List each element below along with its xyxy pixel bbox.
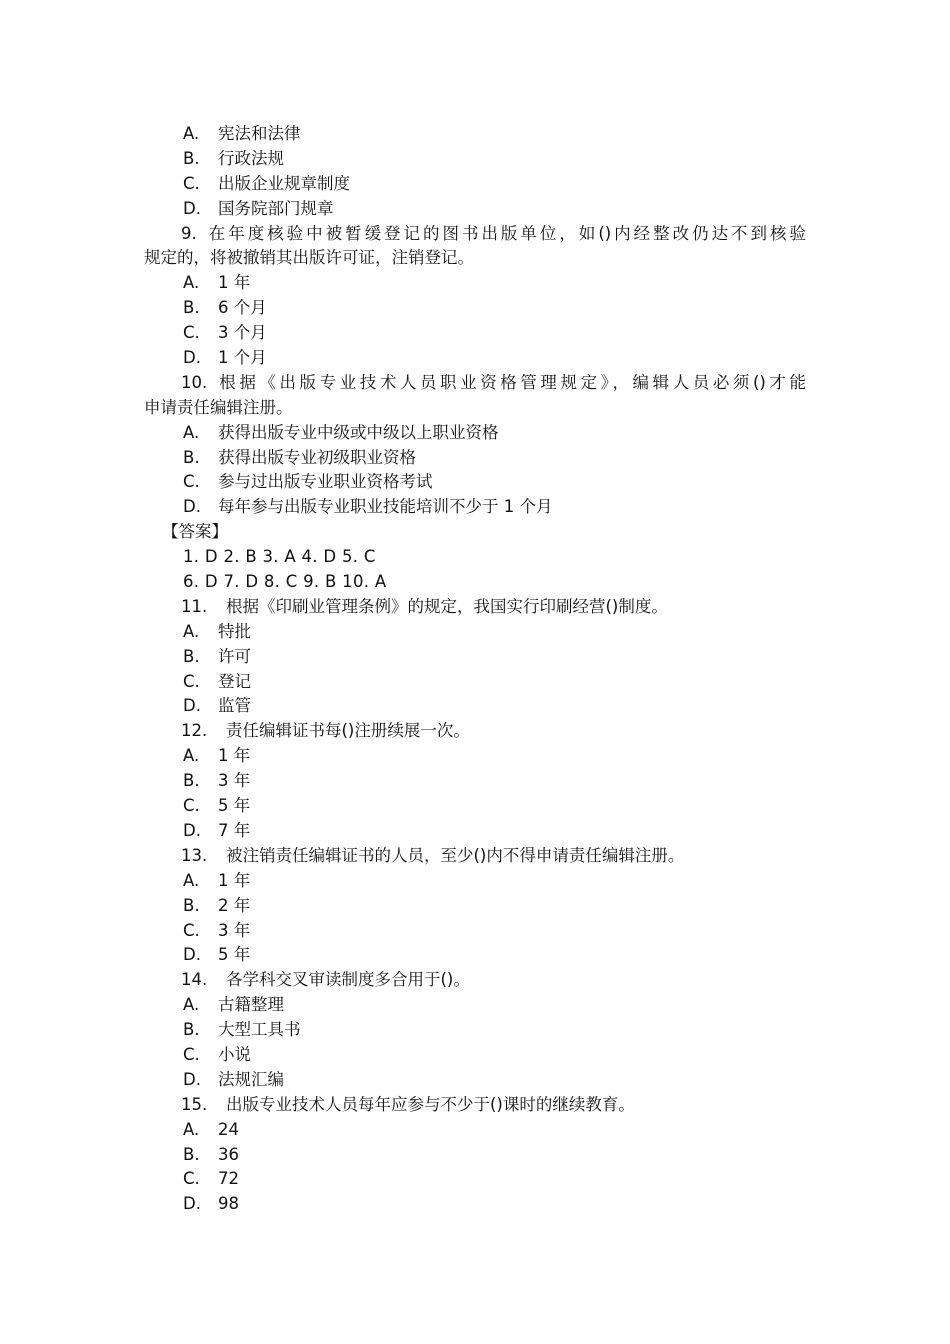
option-text: 许可 [218, 646, 251, 666]
option-item [0, 1143, 950, 1168]
option-item [0, 670, 950, 695]
option-text: 72 [218, 1169, 239, 1189]
question-continuation-text: 规定的，将被撤销其出版许可证，注销登记。 [144, 248, 474, 268]
option-item [0, 197, 950, 222]
question-text: 在年度核验中被暂缓登记的图书出版单位，如()内经整改仍达不到核验 [208, 223, 806, 243]
option-letter: C. [183, 173, 200, 193]
question-text: 根据《印刷业管理条例》的规定，我国实行印刷经营()制度。 [226, 596, 668, 616]
option-item [0, 744, 950, 769]
option-text: 登记 [218, 671, 251, 691]
option-letter: B. [183, 646, 200, 666]
question-text: 各学科交叉审读制度多合用于()。 [226, 970, 470, 990]
option-text: 1 年 [218, 746, 251, 766]
option-letter: A. [183, 621, 200, 641]
option-letter: B. [183, 1020, 200, 1040]
question-text: 被注销责任编辑证书的人员，至少()内不得申请责任编辑注册。 [226, 845, 685, 865]
option-item [0, 769, 950, 794]
option-letter: C. [183, 671, 200, 691]
option-item [0, 296, 950, 321]
option-item [0, 421, 950, 446]
option-text: 行政法规 [218, 148, 284, 168]
option-item [0, 470, 950, 495]
option-item [0, 620, 950, 645]
option-item [0, 993, 950, 1018]
question-number: 14. [181, 970, 208, 990]
option-item [0, 943, 950, 968]
option-text: 1 年 [218, 870, 251, 890]
option-item [0, 869, 950, 894]
option-text: 3 年 [218, 771, 251, 791]
option-text: 参与过出版专业职业资格考试 [218, 472, 433, 492]
option-text: 获得出版专业中级或中级以上职业资格 [218, 422, 499, 442]
question-list [0, 122, 950, 1217]
option-text: 5 年 [218, 796, 251, 816]
option-text: 国务院部门规章 [218, 198, 334, 218]
option-text: 宪法和法律 [218, 124, 301, 143]
option-letter: C. [183, 1044, 200, 1064]
option-item [0, 694, 950, 719]
answers-heading [0, 520, 950, 545]
option-item [0, 894, 950, 919]
option-text: 3 个月 [218, 323, 267, 343]
option-item [0, 271, 950, 296]
option-item [0, 147, 950, 172]
option-letter: C. [183, 472, 200, 492]
question-continuation [0, 246, 950, 271]
question-continuation [0, 396, 950, 421]
question-item [0, 222, 950, 247]
option-item [0, 346, 950, 371]
option-item [0, 495, 950, 520]
answer-key-line [0, 570, 950, 595]
option-text: 7 年 [218, 820, 251, 840]
question-number: 12. [181, 721, 208, 741]
option-text: 2 年 [218, 895, 251, 915]
option-letter: A. [183, 995, 200, 1015]
option-item [0, 1118, 950, 1143]
option-letter: A. [183, 124, 200, 143]
question-number: 13. [181, 845, 208, 865]
answer-key-text: 1. D 2. B 3. A 4. D 5. C [183, 547, 376, 567]
option-letter: A. [183, 746, 200, 766]
question-text: 根据《出版专业技术人员职业资格管理规定》，编辑人员必须()才能 [219, 372, 806, 392]
option-text: 法规汇编 [218, 1069, 284, 1089]
answers-heading-text: 【答案】 [162, 522, 228, 542]
option-letter: B. [183, 895, 200, 915]
option-letter: C. [183, 796, 200, 816]
question-first-line [181, 371, 806, 396]
option-letter: A. [183, 870, 200, 890]
option-text: 5 年 [218, 945, 251, 965]
option-item [0, 1167, 950, 1192]
option-item [0, 321, 950, 346]
option-letter: B. [183, 447, 200, 467]
option-text: 24 [218, 1119, 239, 1139]
question-item [0, 371, 950, 396]
option-letter: C. [183, 920, 200, 940]
answer-key-text: 6. D 7. D 8. C 9. B 10. A [183, 572, 387, 592]
option-letter: D. [183, 1194, 201, 1214]
question-text: 责任编辑证书每()注册续展一次。 [226, 721, 470, 741]
question-item [0, 844, 950, 869]
question-text: 出版专业技术人员每年应参与不少于()课时的继续教育。 [226, 1094, 635, 1114]
option-text: 获得出版专业初级职业资格 [218, 447, 416, 467]
option-letter: D. [183, 1069, 201, 1089]
option-text: 36 [218, 1144, 239, 1164]
option-letter: C. [183, 1169, 200, 1189]
option-letter: B. [183, 298, 200, 318]
question-number: 11. [181, 596, 208, 616]
option-letter: A. [183, 422, 200, 442]
option-item [0, 1018, 950, 1043]
question-continuation-text: 申请责任编辑注册。 [144, 397, 293, 417]
option-item [0, 919, 950, 944]
option-letter: D. [183, 497, 201, 517]
option-item [0, 172, 950, 197]
question-item [0, 1093, 950, 1118]
option-letter: D. [183, 820, 201, 840]
option-item [0, 122, 950, 147]
option-item [0, 446, 950, 471]
question-number: 9. [181, 223, 197, 243]
option-text: 3 年 [218, 920, 251, 940]
option-item [0, 1068, 950, 1093]
option-letter: B. [183, 148, 200, 168]
question-first-line [181, 222, 806, 247]
option-letter: A. [183, 1119, 200, 1139]
option-letter: D. [183, 945, 201, 965]
question-number: 15. [181, 1094, 208, 1114]
option-text: 古籍整理 [218, 995, 284, 1015]
question-item [0, 719, 950, 744]
question-number: 10. [181, 372, 208, 392]
question-item [0, 968, 950, 993]
option-letter: D. [183, 348, 201, 368]
option-text: 出版企业规章制度 [218, 173, 350, 193]
option-text: 小说 [218, 1044, 251, 1064]
option-text: 监管 [218, 696, 251, 716]
option-text: 98 [218, 1194, 239, 1214]
option-text: 每年参与出版专业职业技能培训不少于 1 个月 [218, 497, 553, 517]
option-item [0, 794, 950, 819]
option-letter: A. [183, 273, 200, 293]
option-item [0, 819, 950, 844]
option-text: 大型工具书 [218, 1020, 301, 1040]
option-text: 特批 [218, 621, 251, 641]
option-letter: D. [183, 696, 201, 716]
question-item [0, 595, 950, 620]
option-item [0, 1043, 950, 1068]
option-text: 1 个月 [218, 348, 267, 368]
option-letter: B. [183, 1144, 200, 1164]
option-text: 1 年 [218, 273, 251, 293]
option-item [0, 1192, 950, 1217]
answer-key-line [0, 545, 950, 570]
option-letter: C. [183, 323, 200, 343]
option-item [0, 645, 950, 670]
option-letter: D. [183, 198, 201, 218]
option-letter: B. [183, 771, 200, 791]
option-text: 6 个月 [218, 298, 267, 318]
